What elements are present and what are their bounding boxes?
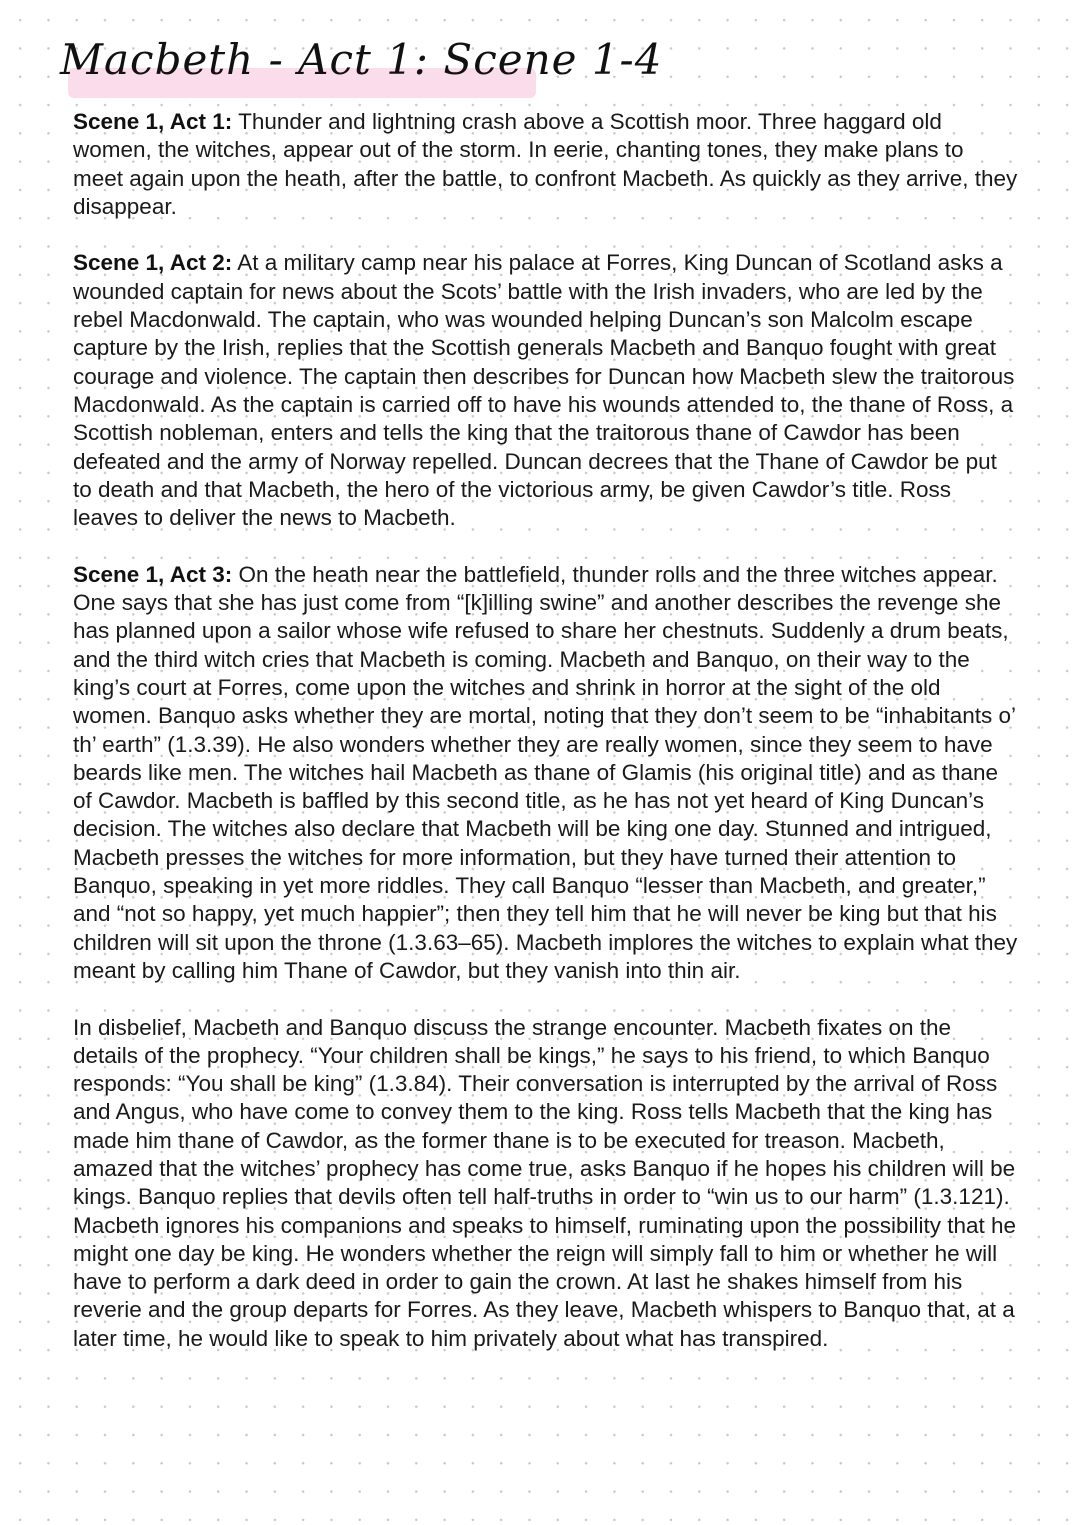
page-title: Macbeth - Act 1: Scene 1-4 bbox=[60, 35, 663, 84]
paragraph-text: At a military camp near his palace at Forres, King Duncan of Scotland asks a wounded captain for news about the Scots’ battle with the Irish invaders, who are led by the rebel Macdonwald. The captain, who was wounded helping Duncan’s son Malcolm escape capture by the Irish, replies that the Scottish generals Macbeth and Banquo fought with great courage and violence. The captain then describes for Duncan how Macbeth slew the traitorous Macdonwald. As the captain is carried off to have his wounds attended to, the thane of Ross, a Scottish nobleman, enters and tells the king that the traitorous thane of Cawdor has been defeated and the army of Norway repelled. Duncan decrees that the Thane of Cawdor be put to death and that Macbeth, the hero of the victorious army, be given Cawdor’s title. Ross leaves to deliver the news to Macbeth. bbox=[73, 250, 1015, 531]
paragraph-disbelief bbox=[73, 1014, 1018, 1354]
paragraph-scene-1-act-3 bbox=[73, 561, 1018, 985]
paragraph-text: On the heath near the battlefield, thunder rolls and the three witches appear. One says that she has just come from “[k]illing swine” and another describes the revenge she has planned upon a sailor whose wife refused to share her chestnuts. Suddenly a drum beats, and the third witch cries that Macbeth is coming. Macbeth and Banquo, on their way to the king’s court at Forres, come upon the witches and shrink in horror at the sight of the old women. Banquo asks whether they are mortal, noting that they don’t seem to be “inhabitants o’ th’ earth” (1.3.39). He also wonders whether they are really women, since they seem to have beards like men. The witches hail Macbeth as thane of Glamis (his original title) and as thane of Cawdor. Macbeth is baffled by this second title, as he has not yet heard of King Duncan’s decision. The witches also declare that Macbeth will be king one day. Stunned and intrigued, Macbeth presses the witches for more information, but they have turned their attention to Banquo, speaking in yet more riddles. They call Banquo “lesser than Macbeth, and greater,” and “not so happy, yet much happier”; then they tell him that he will never be king but that his children will sit upon the throne (1.3.63–65). Macbeth implores the witches to explain what they meant by calling him Thane of Cawdor, but they vanish into thin air. bbox=[73, 561, 1018, 983]
paragraph-heading: Scene 1, Act 3: bbox=[73, 561, 233, 587]
paragraph-scene-1-act-2 bbox=[73, 249, 1018, 532]
paragraph-heading: Scene 1, Act 2: bbox=[73, 250, 233, 276]
paragraph-text: In disbelief, Macbeth and Banquo discuss the strange encounter. Macbeth fixates on the details of the prophecy. “Your children shall be kings,” he says to his friend, to which Banquo responds: “You shall be king” (1.3.84). Their conversation is interrupted by the arrival of Ross and Angus, who have come to convey them to the king. Ross tells Macbeth that the king has made him thane of Cawdor, as the former thane is to be executed for treason. Macbeth, amazed that the witches’ prophecy has come true, asks Banquo if he hopes his children will be kings. Banquo replies that devils often tell half-truths in order to “win us to our harm” (1.3.121). Macbeth ignores his companions and speaks to himself, ruminating upon the possibility that he might one day be king. He wonders whether the reign will simply fall to him or whether he will have to perform a dark deed in order to gain the crown. At last he shakes himself from his reverie and the group departs for Forres. As they leave, Macbeth whispers to Banquo that, at a later time, he would like to speak to him privately about what has transpired. bbox=[73, 1014, 1017, 1351]
notes-body bbox=[73, 108, 1018, 1381]
paragraph-heading: Scene 1, Act 1: bbox=[73, 109, 233, 134]
paragraph-text: Thunder and lightning crash above a Scottish moor. Three haggard old women, the witches, appear out of the storm. In eerie, chanting tones, they make plans to meet again upon the heath, after the battle, to confront Macbeth. As quickly as they arrive, they disappear. bbox=[73, 109, 1018, 219]
title-block bbox=[60, 30, 662, 90]
paragraph-scene-1-act-1 bbox=[73, 108, 1018, 221]
